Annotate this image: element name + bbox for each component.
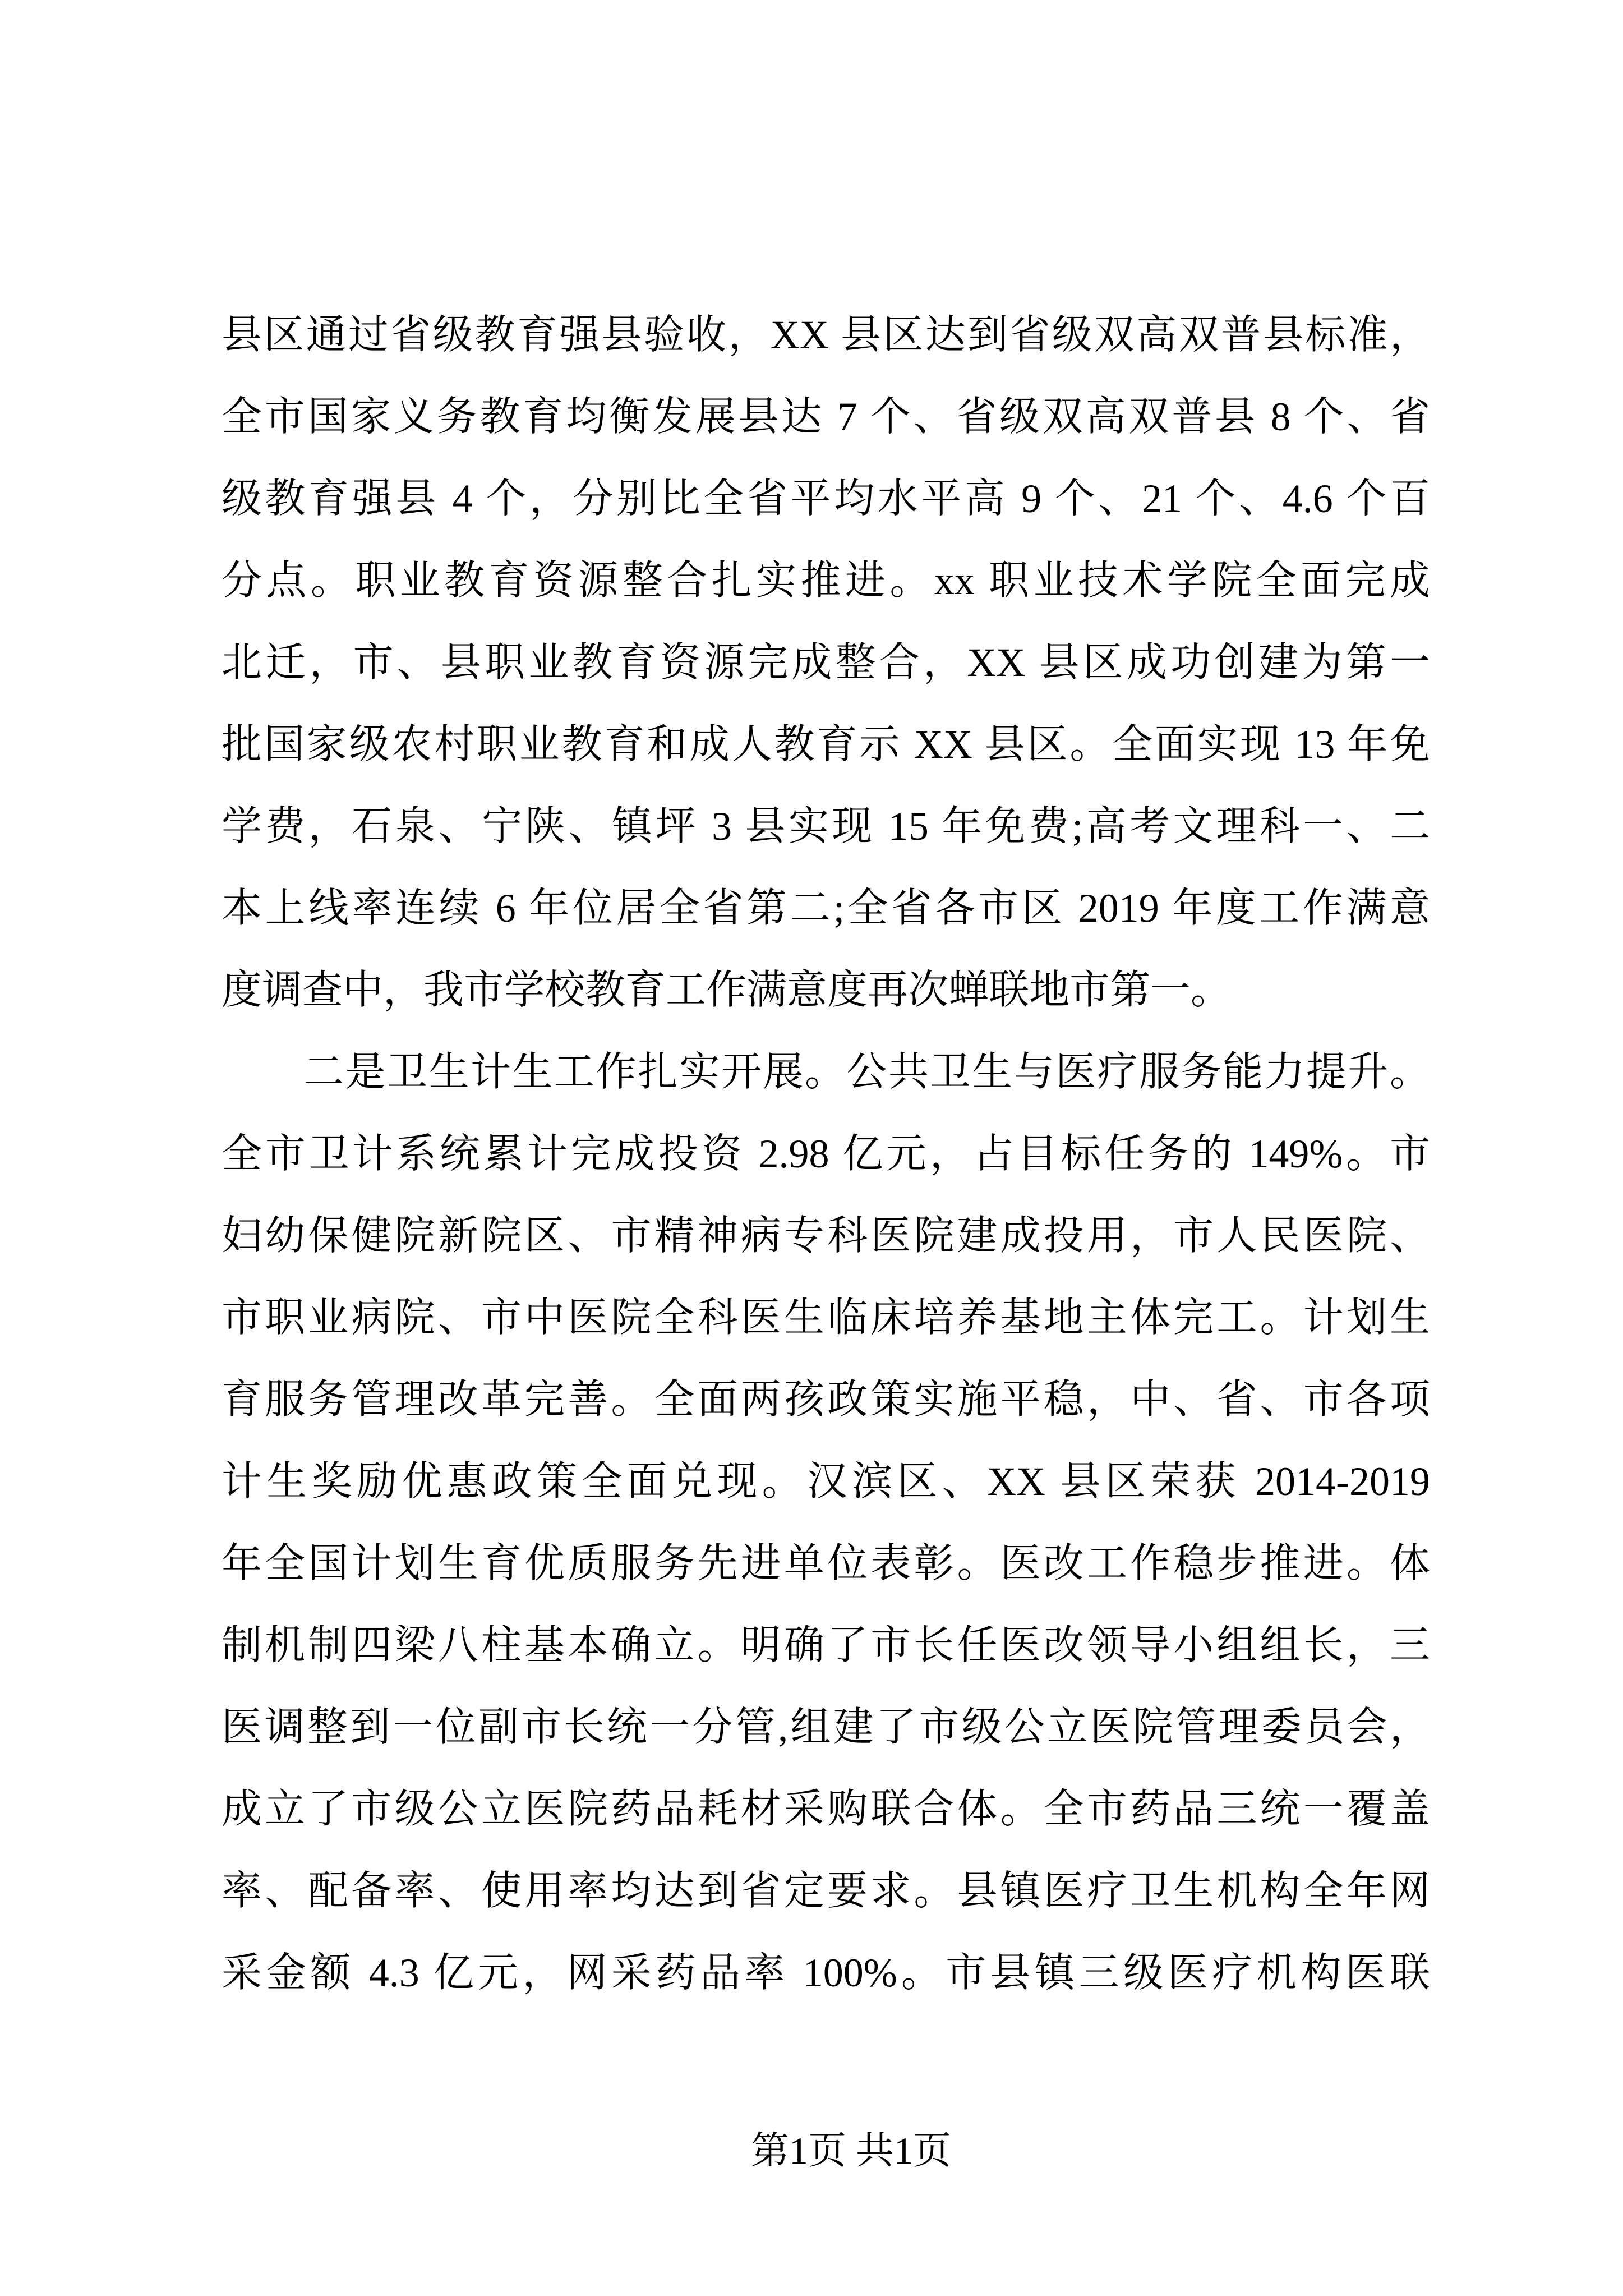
text-line: 计生奖励优惠政策全面兑现。汉滨区、XX 县区荣获 2014-2019 [222,1459,1430,1504]
text-line: 全市卫计系统累计完成投资 2.98 亿元，占目标任务的 149%。市 [222,1131,1430,1176]
page-footer [247,2124,1455,2178]
text-line: 率、配备率、使用率均达到省定要求。县镇医疗卫生机构全年网 [222,1869,1430,1913]
text-line: 学费，石泉、宁陕、镇坪 3 县实现 15 年免费;高考文理科一、二 [222,804,1430,849]
text-line: 全市国家义务教育均衡发展县达 7 个、省级双高双普县 8 个、省 [222,394,1430,439]
document-body [222,294,1430,2014]
text-line: 本上线率连续 6 年位居全省第二;全省各市区 2019 年度工作满意 [222,886,1430,931]
text-line: 市职业病院、市中医院全科医生临床培养基地主体完工。计划生 [222,1295,1430,1340]
text-line: 分点。职业教育资源整合扎实推进。xx 职业技术学院全面完成 [222,558,1430,603]
text-line: 医调整到一位副市长统一分管,组建了市级公立医院管理委员会， [222,1705,1430,1750]
text-line: 批国家级农村职业教育和成人教育示 XX 县区。全面实现 13 年免 [222,722,1430,767]
text-line: 县区通过省级教育强县验收，XX 县区达到省级双高双普县标准， [222,312,1430,357]
text-line: 北迁，市、县职业教育资源完成整合，XX 县区成功创建为第一 [222,640,1430,685]
text-line: 级教育强县 4 个，分别比全省平均水平高 9 个、21 个、4.6 个百 [222,476,1430,521]
text-line: 育服务管理改革完善。全面两孩政策实施平稳，中、省、市各项 [222,1377,1430,1422]
text-line: 年全国计划生育优质服务先进单位表彰。医改工作稳步推进。体 [222,1541,1430,1586]
text-line: 度调查中，我市学校教育工作满意度再次蝉联地市第一。 [222,968,1232,1013]
text-line: 二是卫生计生工作扎实开展。公共卫生与医疗服务能力提升。 [303,1050,1430,1094]
paragraph-health-family-planning-work [222,1031,1430,2014]
text-line: 采金额 4.3 亿元，网采药品率 100%。市县镇三级医疗机构医联 [222,1950,1430,1995]
page-number-label: 第1页 共1页 [750,2129,951,2172]
text-line: 妇幼保健院新院区、市精神病专科医院建成投用，市人民医院、 [222,1213,1430,1258]
paragraph-education-work [222,294,1430,1031]
text-line: 成立了市级公立医院药品耗材采购联合体。全市药品三统一覆盖 [222,1787,1430,1832]
text-line: 制机制四梁八柱基本确立。明确了市长任医改领导小组组长，三 [222,1623,1430,1668]
